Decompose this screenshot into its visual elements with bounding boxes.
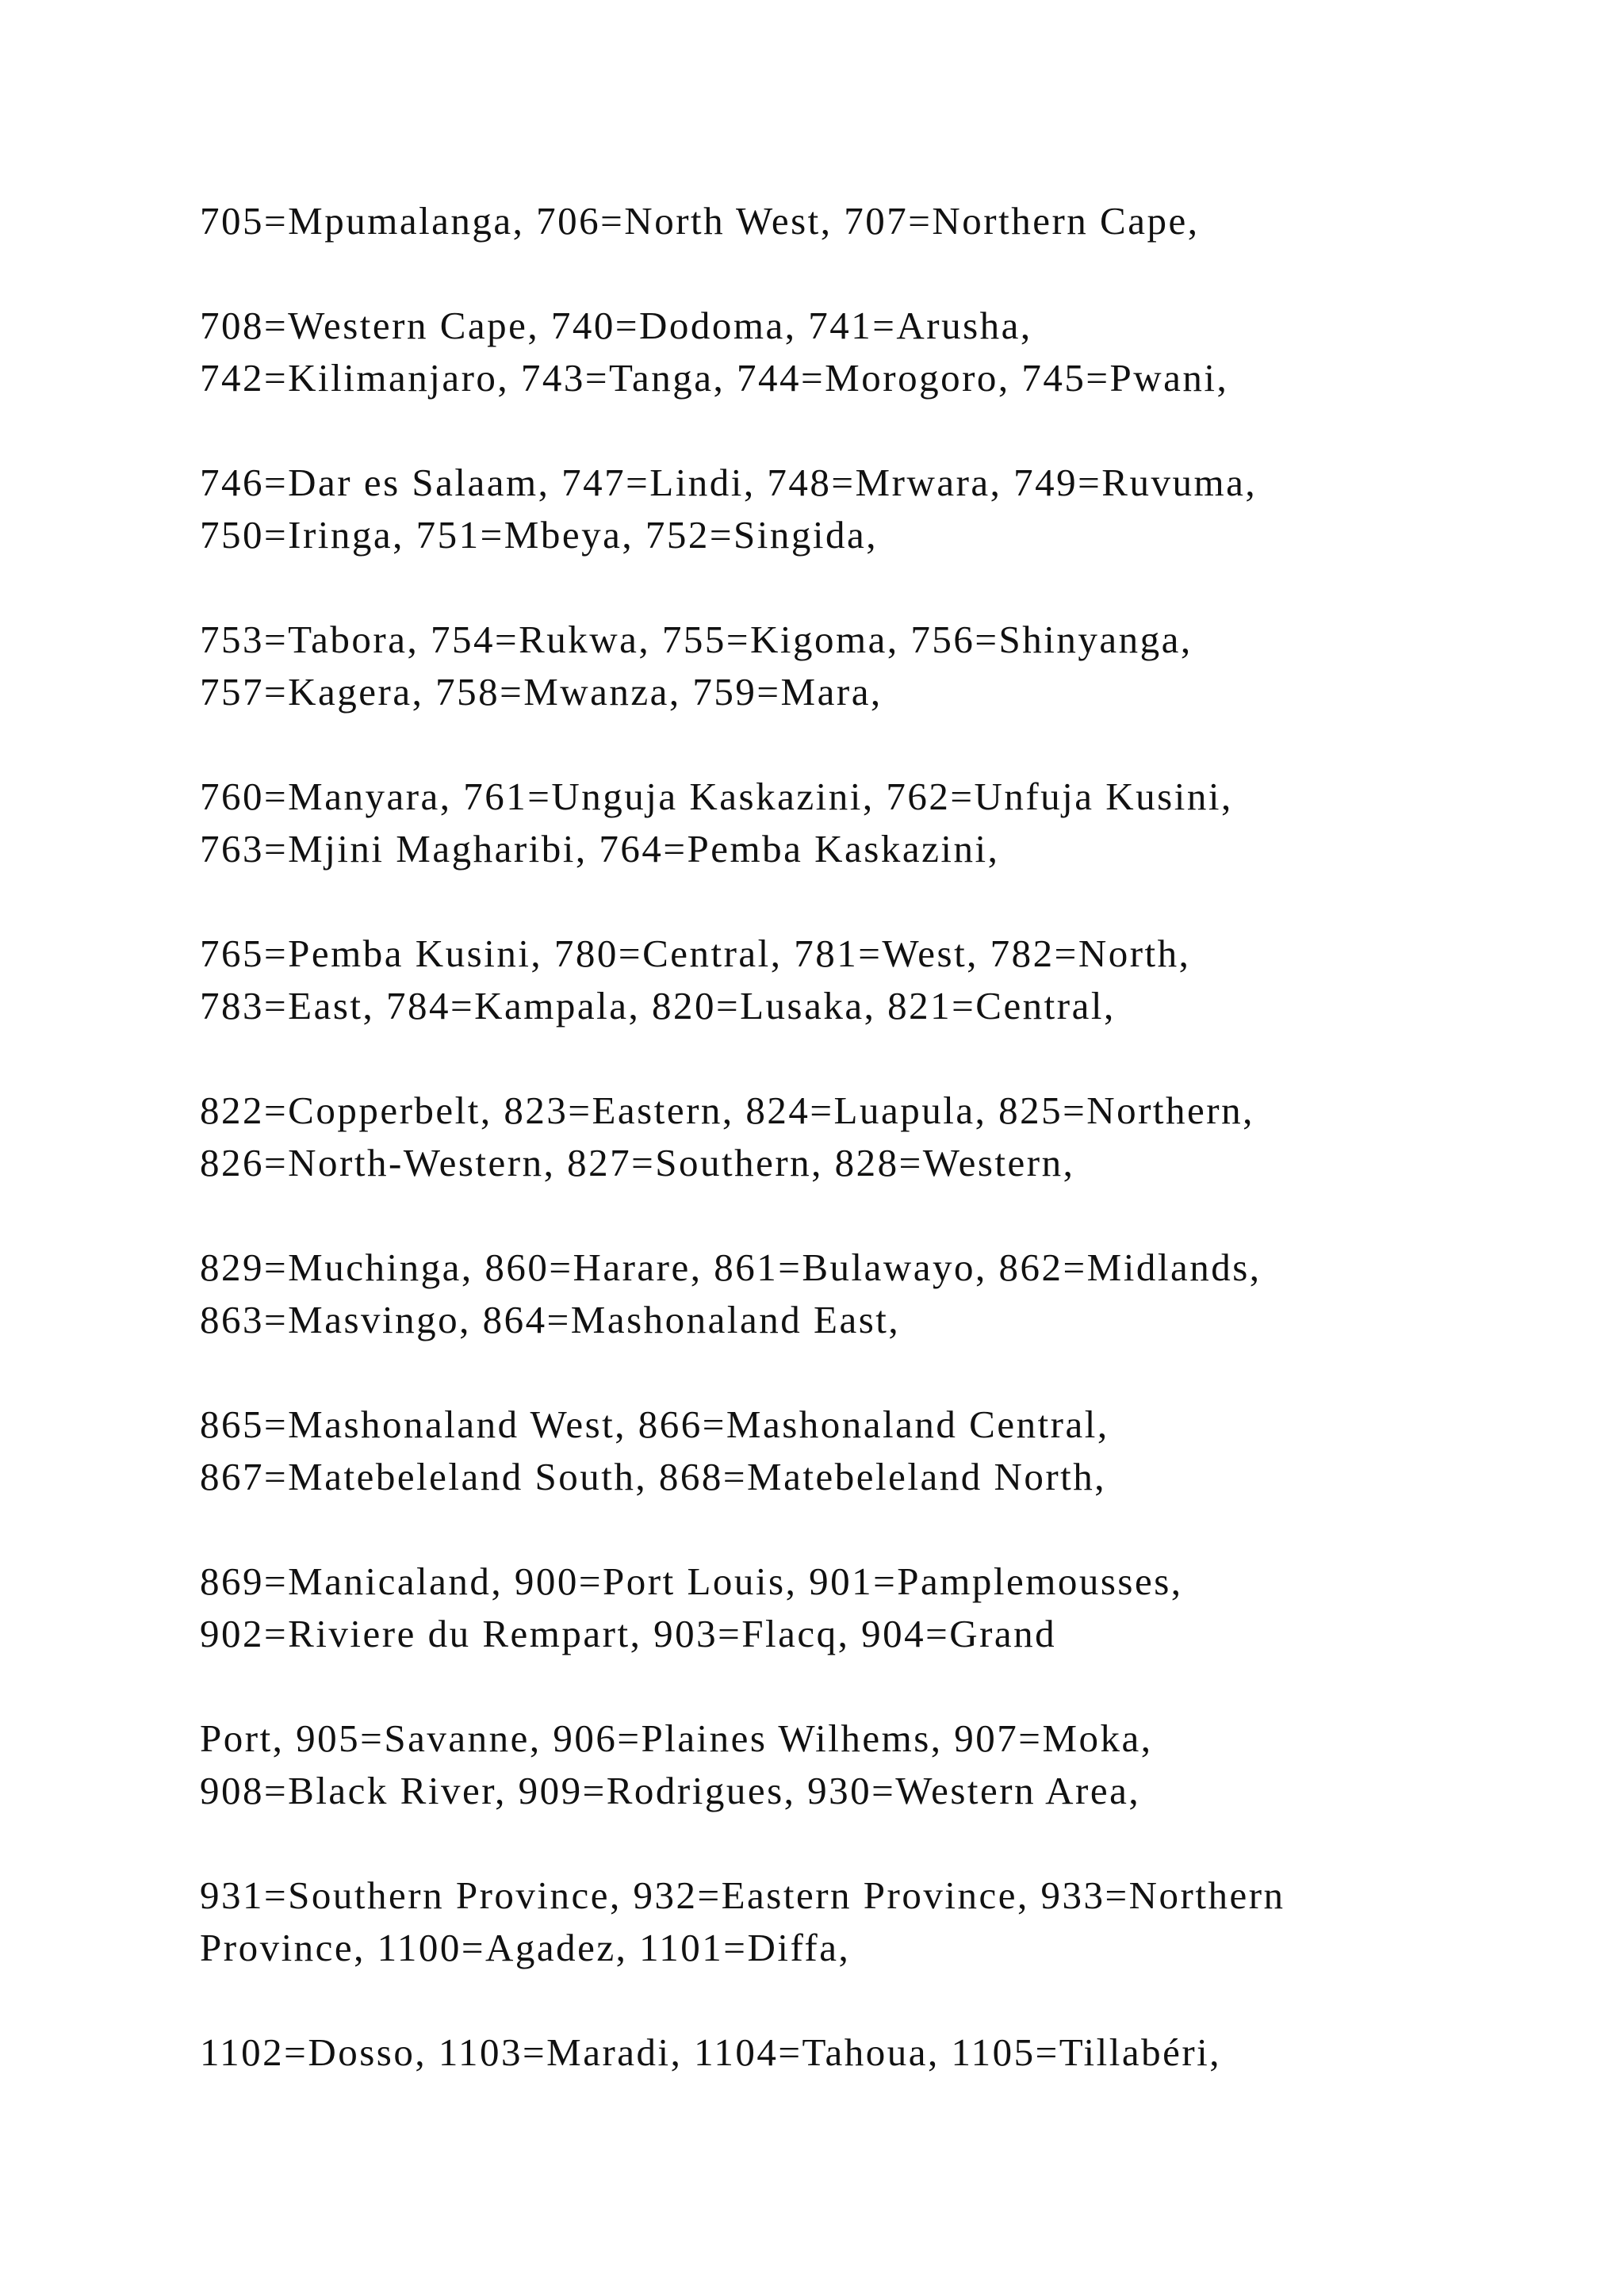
text-line: 826=North-Western, 827=Southern, 828=Western, [200, 1141, 1075, 1184]
text-line: 902=Riviere du Rempart, 903=Flacq, 904=Grand [200, 1612, 1057, 1655]
text-line: 750=Iringa, 751=Mbeya, 752=Singida, [200, 513, 878, 557]
paragraph [200, 614, 1469, 718]
text-line: Port, 905=Savanne, 906=Plaines Wilhems, 907=Moka, [200, 1716, 1153, 1760]
text-line: 757=Kagera, 758=Mwanza, 759=Mara, [200, 670, 883, 714]
text-line: 869=Manicaland, 900=Port Louis, 901=Pamplemousses, [200, 1559, 1183, 1603]
text-line: 867=Matebeleland South, 868=Matebeleland North, [200, 1455, 1107, 1498]
text-line: 765=Pemba Kusini, 780=Central, 781=West, 782=North, [200, 932, 1191, 975]
paragraph [200, 457, 1469, 561]
paragraph [200, 195, 1469, 247]
paragraph [200, 1712, 1469, 1817]
text-line: 863=Masvingo, 864=Mashonaland East, [200, 1298, 901, 1341]
text-line: 908=Black River, 909=Rodrigues, 930=Western Area, [200, 1769, 1141, 1812]
text-line: 746=Dar es Salaam, 747=Lindi, 748=Mrwara, 749=Ruvuma, [200, 461, 1258, 504]
text-line: 753=Tabora, 754=Rukwa, 755=Kigoma, 756=Shinyanga, [200, 618, 1193, 661]
text-line: 708=Western Cape, 740=Dodoma, 741=Arusha, [200, 304, 1032, 347]
document-body [200, 195, 1469, 2131]
text-line: 760=Manyara, 761=Unguja Kaskazini, 762=Unfuja Kusini, [200, 775, 1233, 818]
paragraph [200, 300, 1469, 404]
paragraph [200, 1869, 1469, 1974]
paragraph [200, 2026, 1469, 2079]
text-line: 742=Kilimanjaro, 743=Tanga, 744=Morogoro, 745=Pwani, [200, 356, 1229, 400]
text-line: 822=Copperbelt, 823=Eastern, 824=Luapula, 825=Northern, [200, 1089, 1254, 1132]
text-line: 1102=Dosso, 1103=Maradi, 1104=Tahoua, 1105=Tillabéri, [200, 2030, 1222, 2074]
paragraph [200, 1399, 1469, 1503]
paragraph [200, 1085, 1469, 1189]
text-line: 783=East, 784=Kampala, 820=Lusaka, 821=Central, [200, 984, 1116, 1027]
text-line: 763=Mjini Magharibi, 764=Pemba Kaskazini, [200, 827, 1000, 871]
text-line: Province, 1100=Agadez, 1101=Diffa, [200, 1926, 851, 1969]
text-line: 829=Muchinga, 860=Harare, 861=Bulawayo, 862=Midlands, [200, 1246, 1262, 1289]
paragraph [200, 1242, 1469, 1346]
paragraph [200, 771, 1469, 875]
paragraph [200, 928, 1469, 1032]
text-line: 865=Mashonaland West, 866=Mashonaland Central, [200, 1402, 1109, 1446]
paragraph [200, 1556, 1469, 1660]
text-line: 931=Southern Province, 932=Eastern Province, 933=Northern [200, 1873, 1285, 1917]
text-line: 705=Mpumalanga, 706=North West, 707=Northern Cape, [200, 199, 1200, 243]
